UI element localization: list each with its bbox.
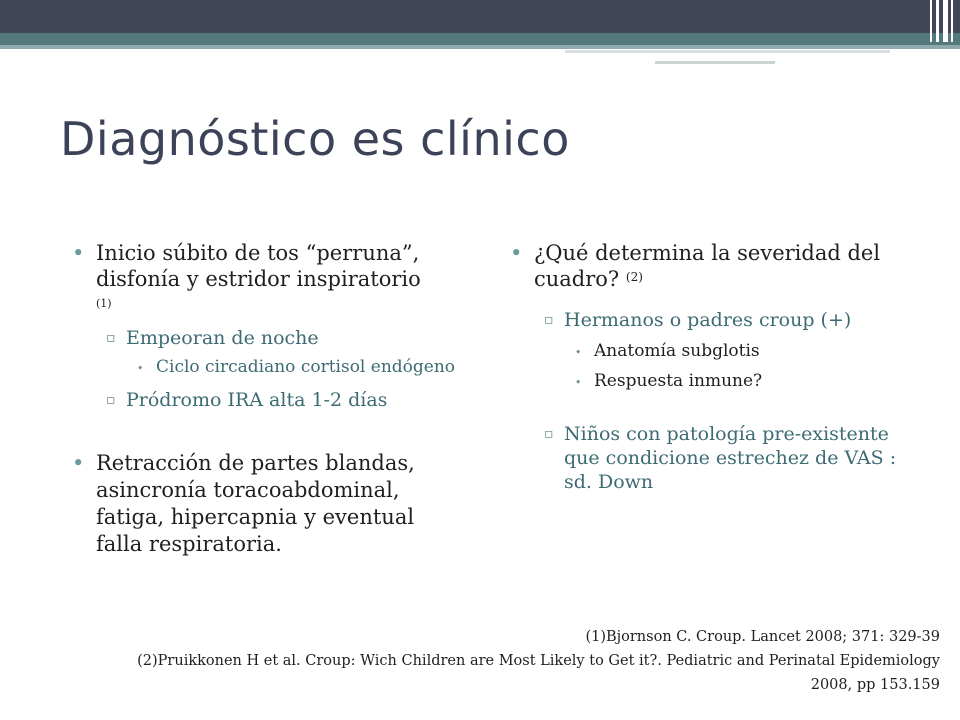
reference-2: (2)Pruikkonen H et al. Croup: Wich Children are Most Likely to Get it?. Pediatric and Perinatal Epidemiology 2008, pp 153.159 <box>137 653 940 693</box>
left-sub-worse-night <box>70 326 460 350</box>
right-subsub-immune-text: Respuesta inmune? <box>594 371 763 391</box>
right-sub-siblings-text: Hermanos o padres croup (+) <box>564 309 852 331</box>
left-sub-prodrome <box>70 388 460 412</box>
bullet-marker: • <box>72 451 85 475</box>
left-column <box>70 240 460 558</box>
reference-1: (1)Bjornson C. Croup. Lancet 2008; 371: 329-39 <box>585 629 940 645</box>
right-sub-preexisting <box>508 422 908 494</box>
header-stripe <box>936 0 939 42</box>
slide-title: Diagnóstico es clínico <box>60 112 570 166</box>
header-bar-teal <box>0 33 960 45</box>
references <box>120 625 940 697</box>
header-accent-line <box>565 50 890 53</box>
left-bullet-onset-ref-line <box>70 292 460 312</box>
sub-bullet-marker: ▫ <box>106 392 116 408</box>
left-bullet-onset-text: Inicio súbito de tos “perruna”, disfonía y estridor inspiratorio <box>96 241 421 291</box>
header-stripe <box>930 0 932 42</box>
right-bullet-severity-text: ¿Qué determina la severidad del cuadro? <box>534 241 881 291</box>
bullet-marker: • <box>510 241 523 265</box>
left-sub-prodrome-text: Pródromo IRA alta 1-2 días <box>126 389 388 411</box>
right-bullet-severity-ref: (2) <box>625 270 643 284</box>
bullet-marker: • <box>72 241 85 265</box>
right-bullet-severity <box>508 240 908 292</box>
subsub-bullet-marker: ⬩ <box>576 344 581 358</box>
right-column <box>508 240 908 494</box>
right-subsub-anatomy-text: Anatomía subglotis <box>594 341 760 361</box>
header-bar-teal-light <box>0 45 960 49</box>
left-bullet-onset-ref: (1) <box>96 297 112 310</box>
right-sub-siblings <box>508 308 908 332</box>
header-accent-line-short <box>655 61 775 64</box>
sub-bullet-marker: ▫ <box>544 312 554 328</box>
subsub-bullet-marker: ⬩ <box>138 360 143 374</box>
left-subsub-cortisol-text: Ciclo circadiano cortisol endógeno <box>156 357 456 377</box>
left-bullet-retraction-text: Retracción de partes blandas, asincronía toracoabdominal, fatiga, hipercapnia y eventual falla respiratoria. <box>96 451 415 556</box>
left-bullet-onset <box>70 240 460 292</box>
header-stripe <box>943 0 948 42</box>
left-sub-worse-night-text: Empeoran de noche <box>126 327 319 349</box>
left-subsub-cortisol <box>70 356 460 378</box>
right-subsub-immune <box>508 370 908 392</box>
subsub-bullet-marker: ⬩ <box>576 374 581 388</box>
header-bar-dark <box>0 0 960 33</box>
sub-bullet-marker: ▫ <box>106 330 116 346</box>
left-bullet-retraction <box>70 450 460 558</box>
right-sub-preexisting-text: Niños con patología pre-existente que condicione estrechez de VAS : sd. Down <box>564 423 897 493</box>
header-stripe <box>951 0 953 42</box>
sub-bullet-marker: ▫ <box>544 426 554 442</box>
right-subsub-anatomy <box>508 340 908 362</box>
